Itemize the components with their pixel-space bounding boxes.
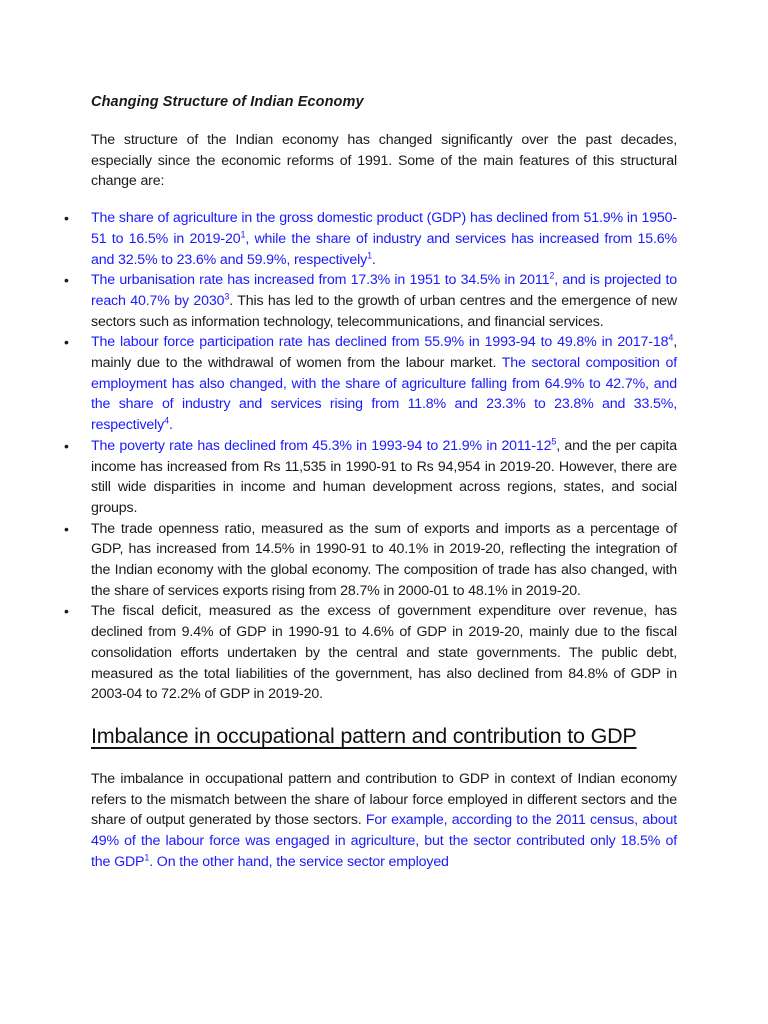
list-item: [64, 601, 677, 705]
bullet-marker: •: [64, 437, 69, 454]
highlighted-text: The sectoral composition of employment has also changed, with the share of agriculture falling from 64.9% to 42.7%, and the share of industry and services rising from 11.8% and 23.3% to 23.8% and 33.5%, respectively: [91, 355, 677, 434]
list-item: [64, 519, 677, 602]
bullet-marker: •: [64, 272, 69, 289]
highlighted-text: For example, according to the 2011 census, about 49% of the labour force was engaged in agriculture, but the sector contributed only 18.5% of the GDP: [91, 812, 677, 870]
highlighted-text: The share of agriculture in the gross domestic product (GDP) has declined from 51.9% in 1950-51 to 16.5% in 2019-20: [91, 210, 677, 247]
highlighted-text: , while the share of industry and services has increased from 15.6% and 32.5% to 23.6% and 59.9%, respectively: [91, 230, 677, 268]
highlighted-text: .: [371, 251, 376, 268]
footnote-ref: 5: [551, 436, 557, 447]
highlighted-text: The poverty rate has declined from 45.3% in 1993-94 to 21.9% in 2011-12: [91, 437, 552, 454]
highlighted-text: The urbanisation rate has increased from 17.3% in 1951 to 34.5% in 2011: [91, 272, 550, 289]
list-item: [64, 436, 678, 519]
footnote-ref: 2: [549, 270, 555, 281]
highlighted-text: , and is projected to reach 40.7% by 2030: [91, 272, 677, 309]
bullet-marker: •: [64, 603, 69, 620]
highlighted-text: . On the other hand, the service sector employed: [149, 853, 449, 870]
section-paragraph: [91, 769, 677, 873]
footnote-ref: 1: [367, 249, 372, 260]
section-heading: Imbalance in occupational pattern and contribution to GDP: [91, 723, 637, 748]
document-body: [64, 94, 678, 873]
footnote-ref: 1: [240, 229, 246, 240]
highlighted-text: .: [168, 417, 173, 434]
bullet-marker: •: [64, 334, 69, 351]
footnote-ref: 3: [224, 291, 230, 302]
footnote-ref: 4: [668, 332, 674, 343]
bullet-marker: •: [64, 520, 69, 537]
body-text: , mainly due to the withdrawal of women from the labour market.: [91, 334, 677, 372]
intro-paragraph: The structure of the Indian economy has changed significantly over the past decades, especially since the economic reforms of 1991. Some of the main features of this structural change are:: [91, 132, 677, 190]
body-text: The trade openness ratio, measured as the sum of exports and imports as a percentage of GDP, has increased from 14.5% in 1990-91 to 40.1% in 2019-20, reflecting the integration of the Indian economy with the global economy. The composition of trade has also changed, with the share of services exports rising from 28.7% in 2000-01 to 48.1% in 2019-20.: [91, 520, 677, 599]
bullet-marker: •: [64, 210, 69, 227]
body-text: The fiscal deficit, measured as the excess of government expenditure over revenue, has declined from 9.4% of GDP in 1990-91 to 4.6% of GDP in 2019-20, mainly due to the fiscal consolidation efforts undertaken by the central and state governments. The public debt, measured as the total liabilities of the government, has also declined from 84.8% of GDP in 2003-04 to 72.2% of GDP in 2019-20.: [91, 603, 677, 703]
footnote-ref: 4: [164, 415, 169, 426]
list-item: [64, 332, 677, 436]
list-item: [64, 270, 677, 332]
body-text: , and the per capita income has increased from Rs 11,535 in 1990-91 to Rs 94,954 in 2019-20. However, there are still wide disparities in income and human development across regions, states, and social groups.: [91, 437, 678, 516]
highlighted-text: The labour force participation rate has declined from 55.9% in 1993-94 to 49.8% in 2017-18: [91, 334, 669, 351]
list-item: [64, 208, 677, 270]
document-title: Changing Structure of Indian Economy: [91, 94, 364, 110]
footnote-ref: 1: [144, 852, 150, 863]
features-list: [64, 208, 678, 705]
body-text: The imbalance in occupational pattern and contribution to GDP in context of Indian economy refers to the mismatch between the share of labour force employed in different sectors and the share of output generated by those sectors.: [91, 770, 677, 829]
body-text: . This has led to the growth of urban centres and the emergence of new sectors such as information technology, telecommunications, and financial services.: [91, 292, 677, 330]
